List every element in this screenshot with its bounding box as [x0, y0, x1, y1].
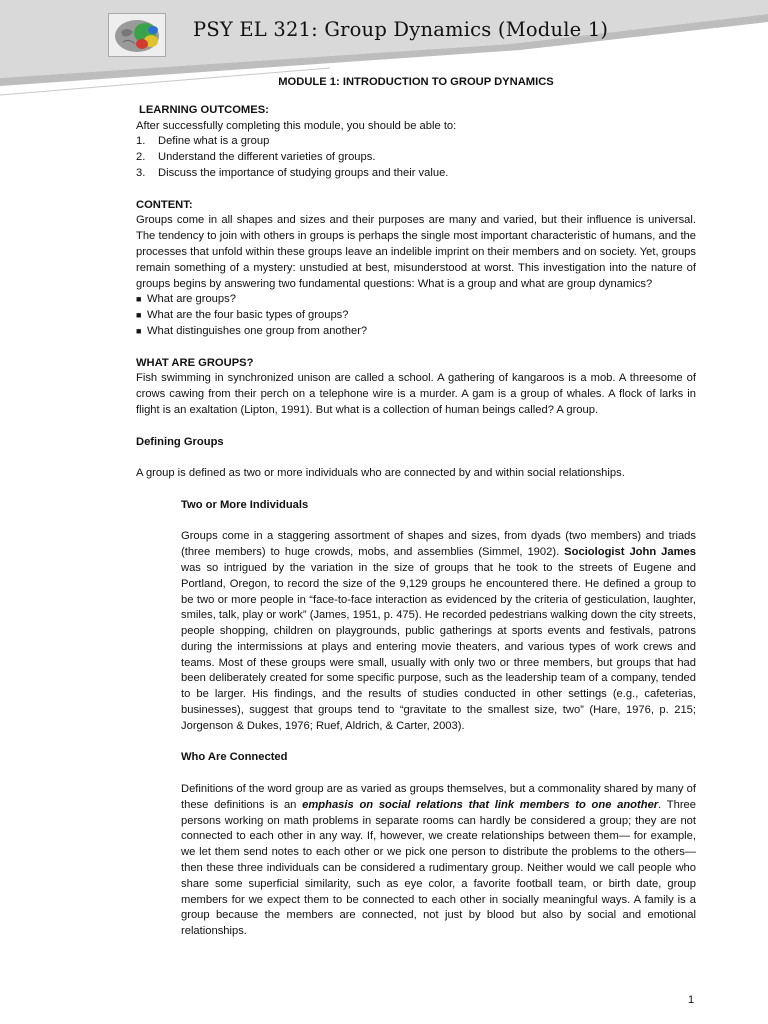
- page-number: 1: [688, 994, 695, 1006]
- page-body: [136, 75, 696, 940]
- list-item: [136, 324, 696, 340]
- content-bullet-list: [136, 292, 696, 339]
- square-bullet-icon: ■: [136, 294, 142, 305]
- list-item-text: Understand the different varieties of groups.: [158, 151, 376, 164]
- who-are-connected-section: [181, 750, 696, 940]
- brain-logo-icon: [108, 13, 166, 57]
- module-title: MODULE 1: INTRODUCTION TO GROUP DYNAMICS: [278, 76, 554, 88]
- list-item-text: Define what is a group: [158, 135, 270, 148]
- who-are-connected-heading: Who Are Connected: [181, 751, 288, 764]
- list-item: [136, 308, 696, 324]
- square-bullet-icon: ■: [136, 310, 142, 321]
- list-item-text: What are the four basic types of groups?: [147, 309, 349, 322]
- two-or-more-paragraph: [181, 529, 696, 734]
- learning-outcomes-list: [136, 134, 696, 181]
- list-item-text: What are groups?: [147, 293, 236, 306]
- list-item-number: 2.: [136, 151, 146, 164]
- emphasized-text: emphasis on social relations that link members to one another: [302, 798, 659, 811]
- defining-groups-paragraph: A group is defined as two or more individuals who are connected by and within social relationships.: [136, 467, 625, 480]
- paragraph-text: Definitions of the word group are as varied as groups themselves, but a commonality shared by many of these definitions is an: [181, 783, 696, 811]
- who-are-connected-paragraph: [181, 782, 696, 940]
- square-bullet-icon: ■: [136, 325, 142, 336]
- list-item-text: What distinguishes one group from another?: [147, 324, 368, 337]
- paragraph-text: Groups come in a staggering assortment of shapes and sizes, from dyads (two members) and triads (three members) to huge crowds, mobs, and assemblies (Simmel, 1902).: [181, 530, 696, 559]
- defining-groups-heading: Defining Groups: [136, 435, 224, 448]
- content-paragraph: Groups come in all shapes and sizes and their purposes are many and varied, but their influence is universal. The tendency to join with others in groups is perhaps the single most important characteristic of humans, and the processes that unfold within these groups leave an indelible imprint on their members and on society. Yet, groups remain something of a mystery: unstudied at best, misunderstood at worst. This investigation into the nature of groups begins by answering two fundamental questions: What is a group and what are group dynamics?: [136, 214, 696, 290]
- list-item: [136, 292, 696, 308]
- learning-outcomes-intro: After successfully completing this module, you should be able to:: [136, 119, 457, 132]
- document-header-title: PSY EL 321: Group Dynamics (Module 1): [193, 18, 609, 41]
- emphasized-text: Sociologist John James: [564, 546, 696, 559]
- list-item: [136, 150, 696, 166]
- list-item-number: 1.: [136, 135, 146, 148]
- paragraph-text: . Three persons working on math problems in separate rooms can hardly be considered a group; they are not connected to each other in any way. If, however, we create relationships between them— for example, we let them send notes to each other or we pick one person to distribute the problems to the others—then these three individuals can be considered a rudimentary group. Neither would we call people who share some superficial similarity, such as eye color, a favorite football team, or birth date, group members for we expect them to be connected to each other in socially meaningful ways. A family is a group because the members are connected, not just by blood but also by social and emotional relationships.: [181, 798, 696, 938]
- what-are-groups-paragraph: Fish swimming in synchronized unison are called a school. A gathering of kangaroos is a mob. A threesome of crows cawing from their perch on a telephone wire is a murder. A gam is a group of whales. A flock of larks in flight is an exaltation (Lipton, 1991). But what is a collection of human beings called? A group.: [136, 372, 696, 416]
- two-or-more-section: [181, 498, 696, 735]
- learning-outcomes-heading: LEARNING OUTCOMES:: [139, 103, 269, 116]
- what-are-groups-heading: WHAT ARE GROUPS?: [136, 356, 254, 369]
- list-item-text: Discuss the importance of studying groups and their value.: [158, 166, 449, 179]
- two-or-more-heading: Two or More Individuals: [181, 498, 309, 511]
- content-heading: CONTENT:: [136, 198, 193, 211]
- list-item: [136, 134, 696, 150]
- paragraph-text: was so intrigued by the variation in the size of groups that he took to the streets of Eugene and Portland, Oregon, to record the size of the 9,129 groups he encountered there. He defined a group to be two or more people in “face-to-face interaction as evidenced by the criteria of gesticulation, laughter, smiles, talk, play or work” (James, 1951, p. 475). He recorded pedestrians walking down the city streets, people shopping, children on playgrounds, public gatherings at sports events and festivals, patrons during the intermissions at plays and entering movie theaters, and various types of work crews and teams. Most of these groups were small, usually with only two or three members, but groups that had been deliberately created for some specific purpose, such as the leadership team of a company, tended to be larger. His findings, and the results of studies conducted in other settings (e.g., cafeterias, businesses), suggest that groups tend to “gravitate to the smallest size, two” (Hare, 1976, p. 215; Jorgenson & Dukes, 1976; Ruef, Aldrich, & Carter, 2003).: [181, 561, 696, 732]
- list-item: [136, 166, 696, 182]
- list-item-number: 3.: [136, 166, 146, 179]
